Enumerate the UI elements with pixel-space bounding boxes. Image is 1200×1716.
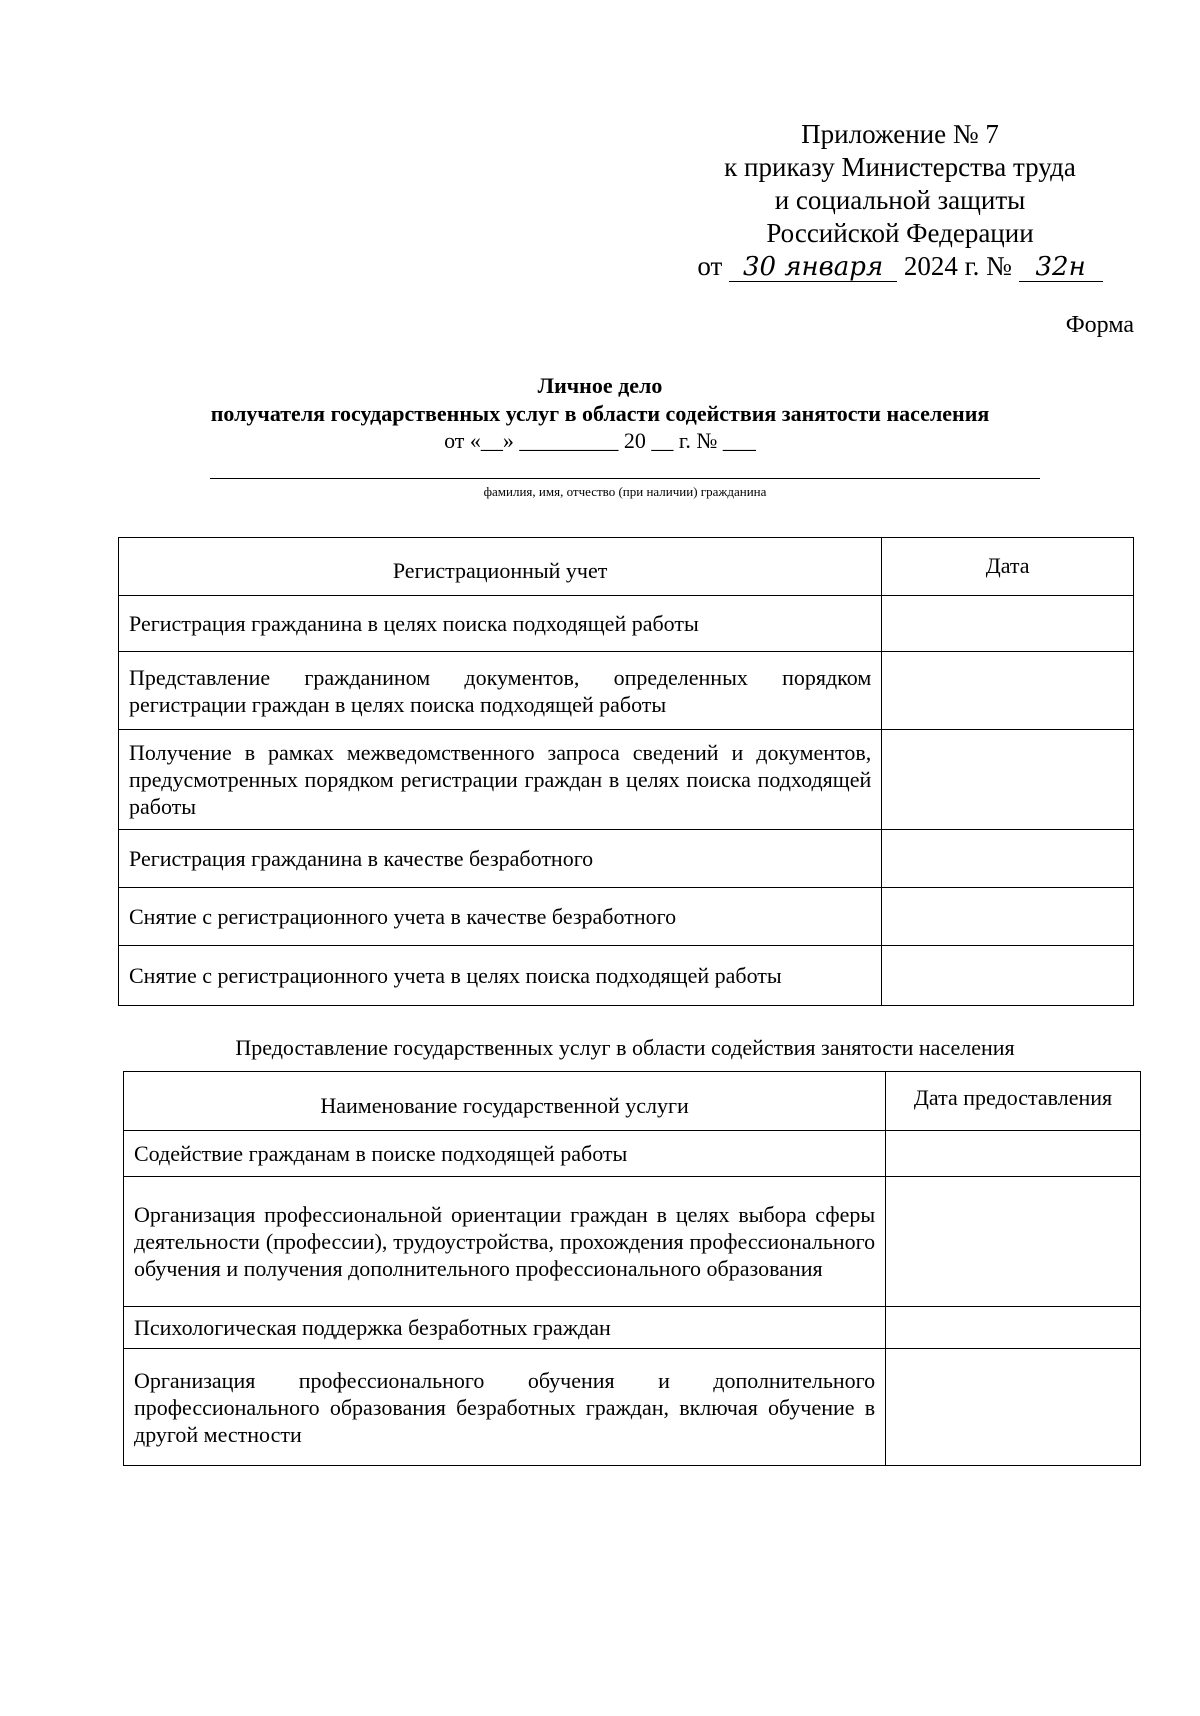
table-row — [119, 888, 1134, 946]
header-date: Дата — [882, 538, 1134, 596]
annex-year-label: 2024 г. № — [903, 251, 1012, 281]
date-cell[interactable] — [886, 1307, 1141, 1349]
row-label: Регистрация гражданина в качестве безработного — [119, 830, 882, 888]
row-label: Регистрация гражданина в целях поиска подходящей работы — [119, 596, 882, 652]
table-row — [119, 730, 1134, 830]
handwritten-date: 30 января — [729, 253, 897, 282]
services-section-title: Предоставление государственных услуг в области содействия занятости населения — [235, 1035, 1015, 1060]
table-row — [124, 1131, 1141, 1177]
annex-from-label: от — [697, 251, 723, 281]
annex-line-ministry: и социальной защиты — [774, 185, 1026, 215]
table-header-row — [119, 538, 1134, 596]
row-label: Содействие гражданам в поиске подходящей работы — [124, 1131, 886, 1177]
date-cell[interactable] — [882, 652, 1134, 730]
table-row — [124, 1177, 1141, 1307]
table-row — [119, 830, 1134, 888]
table-header-row — [124, 1072, 1141, 1131]
annex-block — [640, 118, 1160, 283]
form-label: Форма — [1065, 312, 1134, 338]
services-table — [123, 1071, 1141, 1466]
document-title: Личное дело — [537, 373, 663, 398]
row-label: Снятие с регистрационного учета в качестве безработного — [119, 888, 882, 946]
annex-line-federation: Российской Федерации — [766, 218, 1034, 248]
row-label: Организация профессиональной ориентации граждан в целях выбора сферы деятельности (профессии), трудоустройства, прохождения профессионального обучения и получения дополнительного профессионального образования — [124, 1177, 886, 1307]
table-row — [124, 1349, 1141, 1466]
date-cell[interactable] — [886, 1131, 1141, 1177]
document-subtitle: получателя государственных услуг в области содействия занятости населения — [210, 401, 990, 426]
table-row — [119, 946, 1134, 1006]
date-cell[interactable] — [886, 1177, 1141, 1307]
date-cell[interactable] — [882, 888, 1134, 946]
row-label: Получение в рамках межведомственного запроса сведений и документов, предусмотренных порядком регистрации граждан в целях поиска подходящей работы — [119, 730, 882, 830]
case-date-number-line: от «__» _________ 20 __ г. № ___ — [444, 428, 756, 453]
header-service-name: Наименование государственной услуги — [124, 1072, 886, 1131]
header-registration: Регистрационный учет — [119, 538, 882, 596]
row-label: Представление гражданином документов, определенных порядком регистрации граждан в целях поиска подходящей работы — [119, 652, 882, 730]
annex-date-line — [640, 250, 1160, 283]
table-row — [124, 1307, 1141, 1349]
registration-table — [118, 537, 1134, 1006]
fio-caption: фамилия, имя, отчество (при наличии) гражданина — [483, 484, 767, 499]
annex-line-order: к приказу Министерства труда — [724, 152, 1076, 182]
date-cell[interactable] — [886, 1349, 1141, 1466]
table-row — [119, 652, 1134, 730]
date-cell[interactable] — [882, 730, 1134, 830]
date-cell[interactable] — [882, 596, 1134, 652]
table-row — [119, 596, 1134, 652]
date-cell[interactable] — [882, 830, 1134, 888]
row-label: Организация профессионального обучения и дополнительного профессионального образования безработных граждан, включая обучение в другой местности — [124, 1349, 886, 1466]
date-cell[interactable] — [882, 946, 1134, 1006]
header-service-date: Дата предоставления — [886, 1072, 1141, 1131]
row-label: Снятие с регистрационного учета в целях поиска подходящей работы — [119, 946, 882, 1006]
annex-title: Приложение № 7 — [801, 119, 999, 149]
row-label: Психологическая поддержка безработных граждан — [124, 1307, 886, 1349]
handwritten-number: 32н — [1019, 253, 1103, 282]
fio-underline — [210, 478, 1040, 479]
